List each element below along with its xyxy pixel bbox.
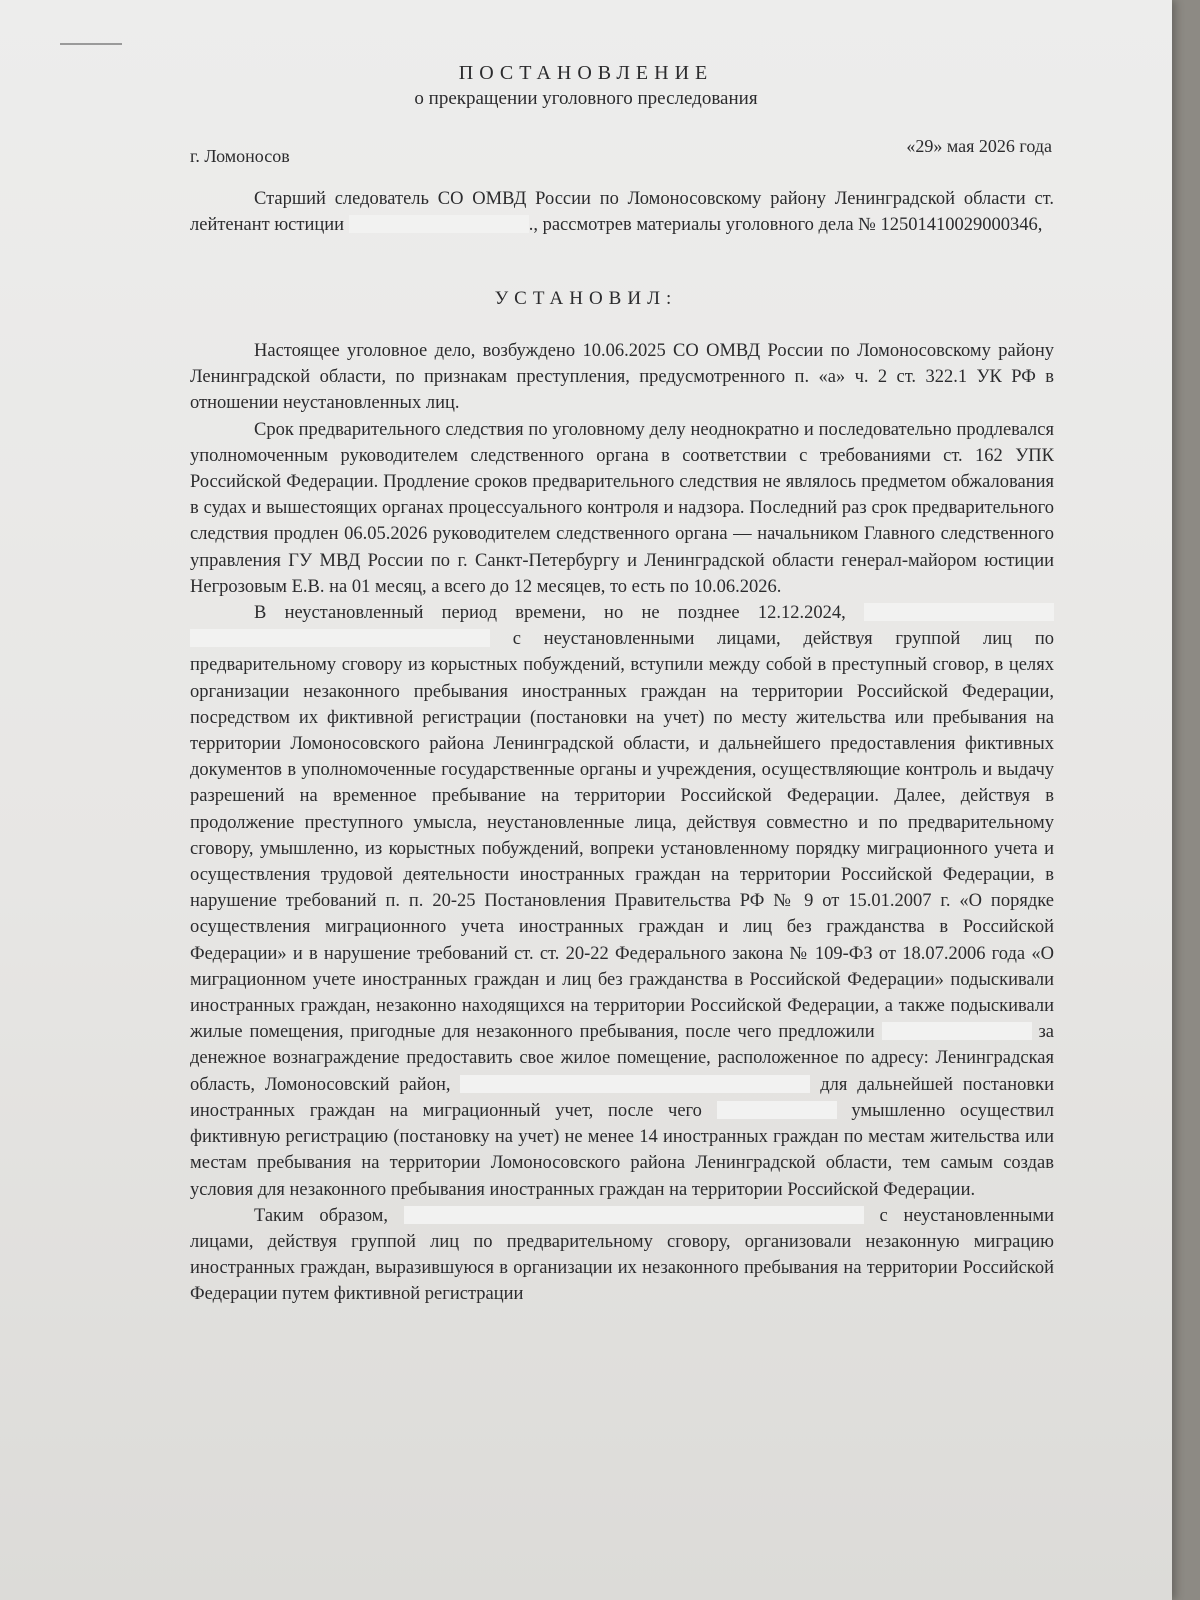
document-date: «29» мая 2026 года <box>906 136 1052 156</box>
redacted-block <box>404 1206 864 1224</box>
paragraph-4-text-b: с неустановленными лицами, действуя группой лиц по предварительному сговору, организовали незаконную миграцию иностранных граждан, выразившуюся в организации их незаконного пребывания на территории Российской Федерации путем фиктивной регистрации <box>190 1205 1055 1305</box>
document-subtitle: о прекращении уголовного преследования <box>414 88 758 109</box>
redacted-block <box>882 1022 1032 1040</box>
redacted-block <box>717 1101 837 1119</box>
document-title: ПОСТАНОВЛЕНИЕ <box>458 62 714 84</box>
edge-mark <box>60 43 122 45</box>
paragraph-3-text-b: с неустановленными лицами, действуя группой лиц по предварительному сговору из корыстных побуждений, вступили между собой в преступный сговор, в целях организации незаконного пребывания иностранных граждан на территории Российской Федерации, посредством их фиктивной регистрации (постановки на учет) по месту жительства или пребывания на территории Ломоносовского района Ленинградской области, и дальнейшего предоставления фиктивных документов в уполномоченные государственные органы и учреждения, осуществляющие контроль и выдачу разрешений на временное пребывание на территории Российской Федерации. Далее, действуя в продолжение преступного умысла, неустановленные лица, действуя совместно и по предварительному сговору, умышленно, из корыстных побуждений, вопреки установленному порядку миграционного учета и осуществления трудовой деятельности иностранных граждан на территории Российской Федерации, в нарушение требований п. п. 20-25 Постановления Правительства РФ № 9 от 15.01.2007 г. «О порядке осуществления миграционного учета иностранных граждан и лиц без гражданства в Российской Федерации» и в нарушение требований ст. ст. 20-22 Федерального закона № 109-ФЗ от 18.07.2006 года «О миграционном учете иностранных граждан и лиц без гражданства в Российской Федерации» подыскивали иностранных граждан, незаконно находящихся на территории Российской Федерации, а также подыскивали жилые помещения, пригодные для незаконного пребывания, после чего предложили <box>190 629 1054 1043</box>
intro-text-a: Старший следователь СО ОМВД России по Ломоносовскому району Ленинградской области ст. лейтенант юстиции <box>190 189 1054 236</box>
paragraph-3-text-e: умышленно осуществил фиктивную регистрацию (постановку на учет) не менее 14 иностранных граждан по местам жительства или местам пребывания на территории Ломоносовского района Ленинградской области, тем самым создав условия для незаконного пребывания иностранных граждан на территории Российской Федерации. <box>190 1100 1055 1200</box>
paragraph-2: Срок предварительного следствия по уголовному делу неоднократно и последовательно продлевался уполномоченным руководителем следственного органа в соответствии с требованиями ст. 162 УПК Российской Федерации. Продление сроков предварительного следствия не являлось предметом обжалования в судах и вышестоящих органах процессуального контроля и надзора. Последний раз срок предварительного следствия продлен 06.05.2026 руководителем следственного органа — начальником Главного следственного управления ГУ МВД России по г. Санкт-Петербургу и Ленинградской области генерал-майором юстиции Негрозовым Е.В. на 01 месяц, а всего до 12 месяцев, то есть по 10.06.2026. <box>190 419 1054 597</box>
intro-text-b: ., рассмотрев материалы уголовного дела № 12501410029000346, <box>528 215 1043 236</box>
paragraph-4-text-a: Таким образом, <box>254 1205 388 1226</box>
section-heading: УСТАНОВИЛ: <box>494 288 678 309</box>
document-place: г. Ломоносов <box>190 146 290 166</box>
paragraph-3-text-c: за денежное вознаграждение предоставить свое жилое помещение, расположенное по адресу: Ленинградская область, Ломоносовский район, <box>190 1022 1055 1095</box>
intro-paragraph <box>190 186 1054 238</box>
redacted-block <box>864 603 1054 621</box>
redacted-block <box>460 1075 810 1093</box>
paragraph-4 <box>190 1203 1054 1308</box>
paragraph-1: Настоящее уголовное дело, возбуждено 10.06.2025 СО ОМВД России по Ломоносовскому району Ленинградской области, по признакам преступления, предусмотренного п. «а» ч. 2 ст. 322.1 УК РФ в отношении неустановленных лиц. <box>190 341 1054 414</box>
redacted-block <box>349 215 529 233</box>
paragraph-3-text-a: В неустановленный период времени, но не позднее 12.12.2024, <box>254 603 846 624</box>
main-text <box>190 338 1054 1308</box>
paragraph-3-text-d: для дальнейшей постановки иностранных граждан на миграционный учет, после чего <box>190 1074 1055 1121</box>
paragraph-3 <box>190 600 1054 1203</box>
redacted-block <box>190 629 490 647</box>
